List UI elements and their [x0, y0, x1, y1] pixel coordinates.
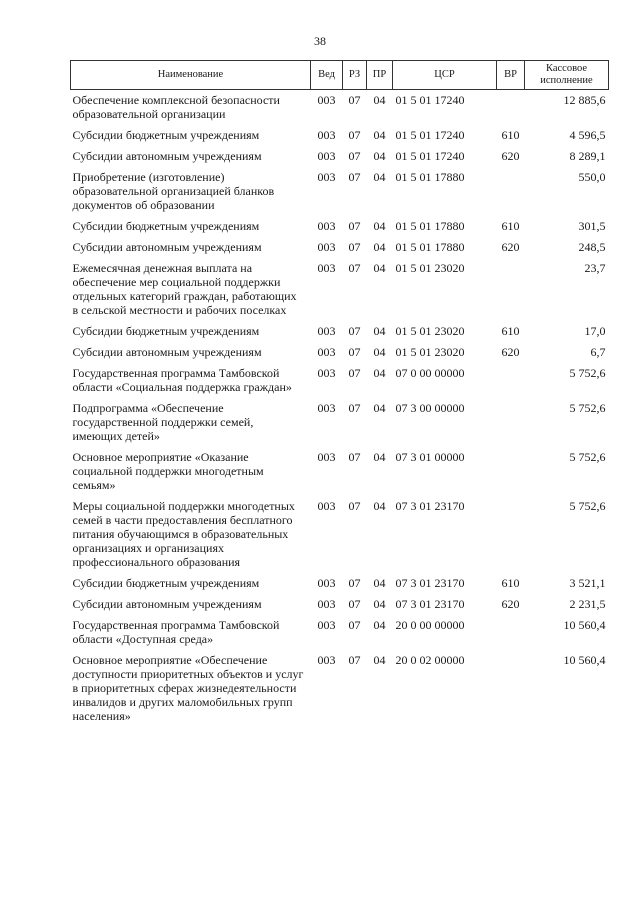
row-pr: 04	[373, 401, 386, 415]
row-vr: 620	[501, 345, 520, 359]
row-name: Подпрограмма «Обеспечение государственной поддержки семей, имеющих детей»	[72, 401, 254, 443]
row-name: Субсидии автономным учреждениям	[72, 345, 262, 359]
row-pr: 04	[373, 324, 386, 338]
header-csr: ЦСР	[393, 61, 497, 90]
row-ved: 003	[317, 324, 336, 338]
row-amount: 17,0	[584, 324, 606, 338]
row-rz: 07	[348, 597, 361, 611]
row-amount: 301,5	[578, 219, 606, 233]
row-name: Приобретение (изготовление) образовательной организацией бланков документов об образовании	[72, 170, 275, 212]
table-row	[71, 398, 609, 447]
row-rz: 07	[348, 170, 361, 184]
row-vr: 610	[501, 128, 520, 142]
row-rz: 07	[348, 401, 361, 415]
row-name: Субсидии бюджетным учреждениям	[72, 219, 260, 233]
row-name: Основное мероприятие «Оказание социальной поддержки многодетным семьям»	[72, 450, 264, 492]
row-ved: 003	[317, 219, 336, 233]
row-name: Ежемесячная денежная выплата на обеспечение мер социальной поддержки отдельных категорий граждан, работающих в сельской местности и рабочих поселках	[72, 261, 297, 317]
row-amount: 12 885,6	[563, 93, 606, 107]
table-header-row	[71, 61, 609, 90]
row-vr: 620	[501, 149, 520, 163]
row-rz: 07	[348, 366, 361, 380]
row-name: Субсидии бюджетным учреждениям	[72, 128, 260, 142]
row-amount: 6,7	[590, 345, 606, 359]
row-csr: 01 5 01 17240	[395, 93, 465, 107]
row-amount: 8 289,1	[569, 149, 606, 163]
table-row	[71, 125, 609, 146]
row-pr: 04	[373, 170, 386, 184]
header-pr: ПР	[367, 61, 393, 90]
table-body	[71, 90, 609, 728]
row-csr: 07 3 01 23170	[395, 597, 465, 611]
row-amount: 5 752,6	[569, 450, 606, 464]
row-csr: 07 0 00 00000	[395, 366, 465, 380]
row-csr: 01 5 01 17240	[395, 149, 465, 163]
row-vr	[497, 258, 525, 321]
row-csr: 01 5 01 17880	[395, 219, 465, 233]
row-amount: 2 231,5	[569, 597, 606, 611]
row-name: Государственная программа Тамбовской области «Доступная среда»	[72, 618, 280, 646]
header-vr: ВР	[497, 61, 525, 90]
row-ved: 003	[317, 576, 336, 590]
table-row	[71, 342, 609, 363]
row-ved: 003	[317, 597, 336, 611]
row-pr: 04	[373, 93, 386, 107]
row-pr: 04	[373, 240, 386, 254]
row-vr	[497, 398, 525, 447]
row-rz: 07	[348, 219, 361, 233]
row-csr: 01 5 01 17880	[395, 170, 465, 184]
row-rz: 07	[348, 618, 361, 632]
row-ved: 003	[317, 261, 336, 275]
header-ved: Вед	[311, 61, 343, 90]
table-row	[71, 447, 609, 496]
table-row	[71, 216, 609, 237]
row-csr: 01 5 01 23020	[395, 345, 465, 359]
row-amount: 23,7	[584, 261, 606, 275]
row-pr: 04	[373, 219, 386, 233]
row-name: Субсидии автономным учреждениям	[72, 597, 262, 611]
row-name: Субсидии автономным учреждениям	[72, 149, 262, 163]
row-name: Обеспечение комплексной безопасности образовательной организации	[72, 93, 280, 121]
table-row	[71, 237, 609, 258]
row-rz: 07	[348, 93, 361, 107]
row-rz: 07	[348, 653, 361, 667]
table-row	[71, 258, 609, 321]
row-vr	[497, 167, 525, 216]
row-pr: 04	[373, 450, 386, 464]
row-vr	[497, 90, 525, 126]
row-amount: 5 752,6	[569, 366, 606, 380]
row-rz: 07	[348, 149, 361, 163]
row-name: Субсидии автономным учреждениям	[72, 240, 262, 254]
table-row	[71, 496, 609, 573]
row-vr: 620	[501, 240, 520, 254]
row-amount: 248,5	[578, 240, 606, 254]
row-rz: 07	[348, 499, 361, 513]
table-row	[71, 90, 609, 126]
row-vr: 610	[501, 324, 520, 338]
row-rz: 07	[348, 576, 361, 590]
row-rz: 07	[348, 128, 361, 142]
row-pr: 04	[373, 366, 386, 380]
row-ved: 003	[317, 499, 336, 513]
table-row	[71, 321, 609, 342]
row-name: Основное мероприятие «Обеспечение доступности приоритетных объектов и услуг в приоритетных сферах жизнедеятельности инвалидов и других маломобильных групп населения»	[72, 653, 304, 723]
row-vr	[497, 650, 525, 727]
row-ved: 003	[317, 149, 336, 163]
row-vr	[497, 447, 525, 496]
row-amount: 10 560,4	[563, 653, 606, 667]
table-row	[71, 594, 609, 615]
row-pr: 04	[373, 149, 386, 163]
table-row	[71, 573, 609, 594]
row-csr: 01 5 01 17880	[395, 240, 465, 254]
row-pr: 04	[373, 653, 386, 667]
row-amount: 5 752,6	[569, 499, 606, 513]
row-pr: 04	[373, 261, 386, 275]
row-pr: 04	[373, 576, 386, 590]
row-ved: 003	[317, 450, 336, 464]
row-pr: 04	[373, 345, 386, 359]
row-csr: 07 3 01 23170	[395, 499, 465, 513]
row-rz: 07	[348, 324, 361, 338]
table-row	[71, 650, 609, 727]
row-amount: 550,0	[578, 170, 606, 184]
row-ved: 003	[317, 93, 336, 107]
row-ved: 003	[317, 401, 336, 415]
row-vr	[497, 496, 525, 573]
row-vr: 610	[501, 576, 520, 590]
table-row	[71, 615, 609, 650]
row-pr: 04	[373, 597, 386, 611]
row-ved: 003	[317, 345, 336, 359]
header-rz: РЗ	[343, 61, 367, 90]
row-csr: 20 0 02 00000	[395, 653, 465, 667]
row-rz: 07	[348, 450, 361, 464]
row-pr: 04	[373, 128, 386, 142]
budget-table	[70, 60, 609, 727]
row-pr: 04	[373, 499, 386, 513]
row-csr: 01 5 01 17240	[395, 128, 465, 142]
row-ved: 003	[317, 618, 336, 632]
row-csr: 07 3 00 00000	[395, 401, 465, 415]
row-name: Государственная программа Тамбовской области «Социальная поддержка граждан»	[72, 366, 292, 394]
row-ved: 003	[317, 653, 336, 667]
row-amount: 5 752,6	[569, 401, 606, 415]
row-ved: 003	[317, 240, 336, 254]
row-ved: 003	[317, 366, 336, 380]
header-amount: Кассовое исполнение	[525, 61, 609, 90]
table-row	[71, 167, 609, 216]
row-name: Субсидии бюджетным учреждениям	[72, 324, 260, 338]
row-ved: 003	[317, 128, 336, 142]
row-pr: 04	[373, 618, 386, 632]
row-name: Субсидии бюджетным учреждениям	[72, 576, 260, 590]
row-amount: 10 560,4	[563, 618, 606, 632]
row-vr: 610	[501, 219, 520, 233]
row-csr: 20 0 00 00000	[395, 618, 465, 632]
row-vr: 620	[501, 597, 520, 611]
row-vr	[497, 615, 525, 650]
row-csr: 07 3 01 23170	[395, 576, 465, 590]
table-row	[71, 146, 609, 167]
row-csr: 07 3 01 00000	[395, 450, 465, 464]
row-amount: 4 596,5	[569, 128, 606, 142]
table-row	[71, 363, 609, 398]
row-csr: 01 5 01 23020	[395, 261, 465, 275]
row-rz: 07	[348, 345, 361, 359]
row-vr	[497, 363, 525, 398]
row-rz: 07	[348, 261, 361, 275]
row-name: Меры социальной поддержки многодетных семей в части предоставления бесплатного питания обучающимся в образовательных организациях и организациях профессионального образования	[72, 499, 295, 569]
row-csr: 01 5 01 23020	[395, 324, 465, 338]
row-rz: 07	[348, 240, 361, 254]
header-name: Наименование	[71, 61, 311, 90]
row-ved: 003	[317, 170, 336, 184]
row-amount: 3 521,1	[569, 576, 606, 590]
page-number: 38	[314, 34, 326, 48]
